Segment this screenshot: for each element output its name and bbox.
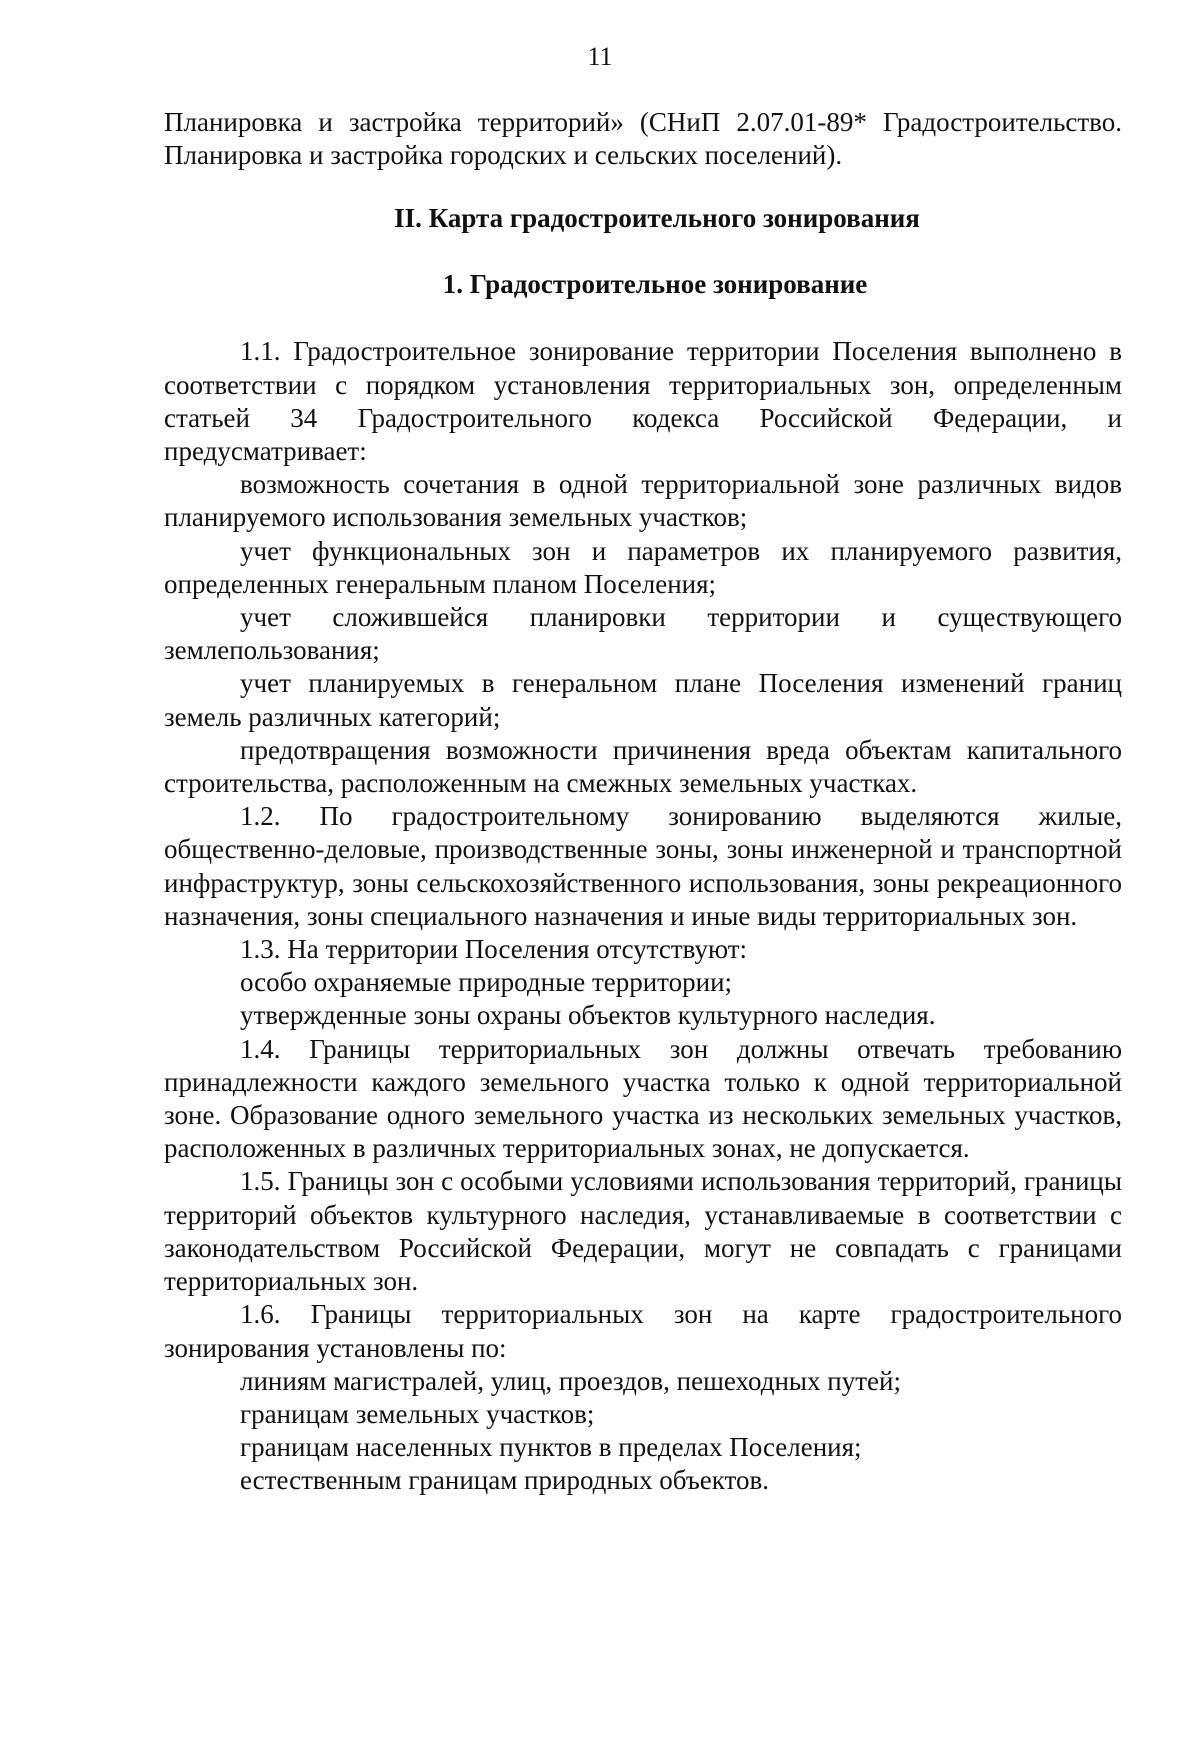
list-item: учет функциональных зон и параметров их планируемого развития, определенных генеральным планом Поселения;	[164, 535, 1122, 599]
list-item: предотвращения возможности причинения вреда объектам капитального строительства, расположенным на смежных земельных участках.	[164, 734, 1122, 799]
list-item: линиям магистралей, улиц, проездов, пешеходных путей;	[240, 1365, 901, 1396]
list-item: особо охраняемые природные территории;	[240, 967, 733, 998]
paragraph-1-1: 1.1. Градостроительное зонирование территории Поселения выполнено в соответствии с порядком установления территориальных зон, определенным статьей 34 Градостроительного кодекса Российской Федерации, и предусматривает:	[164, 336, 1122, 467]
list-item: учет сложившейся планировки территории и существующего землепользования;	[164, 602, 1122, 666]
list-item: естественным границам природных объектов.	[240, 1465, 769, 1496]
paragraph-1-5: 1.5. Границы зон с особыми условиями использования территорий, границы территорий объектов культурного наследия, устанавливаемые в соответствии с законодательством Российской Федерации, могут не совпадать с границами территориальных зон.	[164, 1166, 1122, 1297]
subsection-heading: 1. Градостроительное зонирование	[442, 269, 868, 300]
list-item: возможность сочетания в одной территориальной зоне различных видов планируемого использования земельных участков;	[164, 469, 1122, 533]
paragraph-1-4: 1.4. Границы территориальных зон должны отвечать требованию принадлежности каждого земельного участка только к одной территориальной зоне. Образование одного земельного участка из нескольких земельных участков, расположенных в различных территориальных зонах, не допускается.	[164, 1033, 1122, 1164]
list-item: границам земельных участков;	[240, 1398, 595, 1429]
page-number: 11	[587, 42, 613, 71]
intro-paragraph: Планировка и застройка территорий» (СНиП 2.07.01-89* Градостроительство. Планировка и застройка городских и сельских поселений).	[164, 107, 1122, 171]
list-item: границам населенных пунктов в пределах Поселения;	[240, 1432, 862, 1463]
paragraph-1-3: 1.3. На территории Поселения отсутствуют:	[240, 934, 748, 965]
document-body	[164, 106, 1122, 1498]
list-item: учет планируемых в генеральном плане Поселения изменений границ земель различных категорий;	[164, 668, 1122, 732]
paragraph-1-2: 1.2. По градостроительному зонированию выделяются жилые, общественно-деловые, производственные зоны, зоны инженерной и транспортной инфраструктур, зоны сельскохозяйственного использования, зоны рекреационного назначения, зоны специального назначения и иные виды территориальных зон.	[164, 801, 1122, 931]
paragraph-1-6: 1.6. Границы территориальных зон на карте градостроительного зонирования установлены по:	[164, 1299, 1122, 1363]
list-item: утвержденные зоны охраны объектов культурного наследия.	[240, 1000, 936, 1031]
section-heading: II. Карта градостроительного зонирования	[394, 203, 920, 234]
